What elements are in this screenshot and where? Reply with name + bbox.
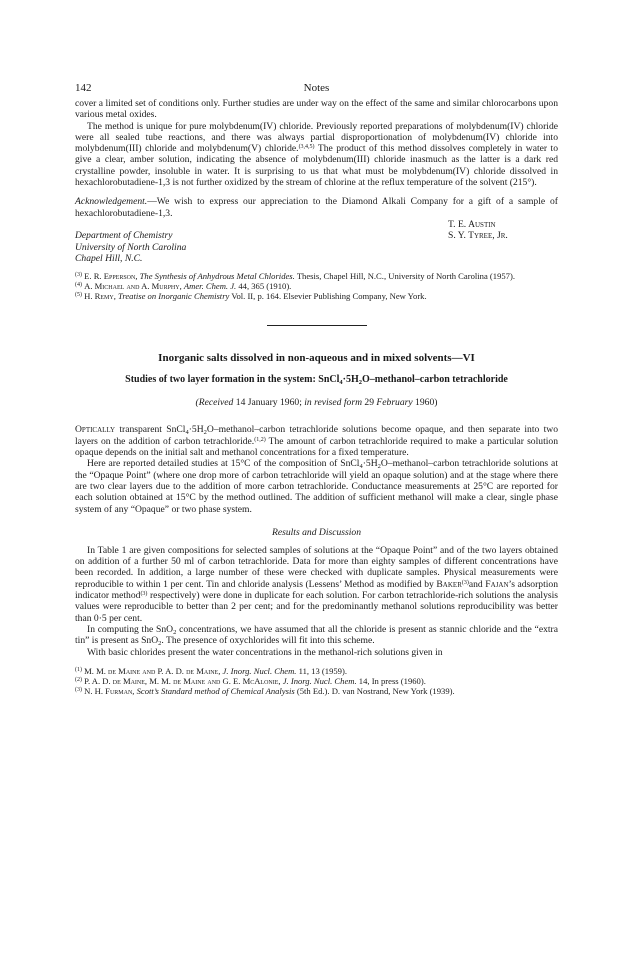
- reference-item: $^{(2)}$ P. A. D. de Maine, M. M. de Maine and G. E. McAlonie, J. Inorg. Nucl. Chem. 14, In press (1960).: [75, 675, 426, 686]
- affiliation-line: Chapel Hill, N.C.: [75, 252, 143, 264]
- reference-item: $^{(3)}$ E. R. Epperson, The Synthesis of Anhydrous Metal Chlorides. Thesis, Chapel Hill, N.C., University of North Carolina (1957).: [75, 271, 515, 282]
- section-divider: [267, 325, 367, 326]
- acknowledgement: Acknowledgement.—We wish to express our appreciation to the Diamond Alkali Company for a gift of a sample of hexachlorobutadiene-1,3.: [75, 196, 558, 219]
- body-paragraph: Here are reported detailed studies at 15°C of the composition of $SnCl_4\cdot 5H_2O-methanol$–carbon tetrachloride solutions at the “Opaque Point” (where one drop more of carbon tetrachloride will yield an opaque solution) and at the stage where there are two clear layers due to the addition of more carbon tetrachloride. Conductance measurements at 25°C are reported for each solution obtained at 15°C by the method outlined. The addition of sufficient methanol will make a clear, single phase system of any “Opaque” or two phase system.: [75, 458, 558, 515]
- citation: (3,4,5): [298, 144, 315, 151]
- reference-item: $^{(1)}$ M. M. de Maine and P. A. D. de Maine, J. Inorg. Nucl. Chem. 11, 13 (1959).: [75, 665, 347, 676]
- running-head: Notes: [303, 82, 330, 94]
- received-date: (Received 14 January 1960; in revised form 29 February 1960): [195, 397, 438, 409]
- author-name: S. Y. Tyree, Jr.: [448, 230, 508, 242]
- body-paragraph: With basic chlorides present the water concentrations in the methanol-rich solutions given in: [87, 646, 443, 658]
- page-header: [75, 82, 558, 98]
- notes-references: [75, 271, 558, 301]
- journal-page: [75, 82, 558, 696]
- intro-paragraph: Optically transparent $SnCl_4\cdot 5H_2O-methanol$–carbon tetrachloride solutions become opaque, and then separate into two layers on the addition of carbon tetrachloride.$^{(1,2)}$ The amount of carbon tetrachloride required to make a particular solution opaque depends on the initial salt and methanol concentrations for a fixed temperature.: [75, 424, 558, 459]
- affiliation-line: Department of Chemistry: [75, 230, 173, 242]
- article-title: Inorganic salts dissolved in non-aqueous and in mixed solvents—VI: [158, 352, 475, 365]
- body-paragraph: In computing the SnO$_2$ concentrations, we have assumed that all the chloride is present as stannic chloride and the “extra tin” is present as SnO$_2$. The presence of oxychlorides will fit into this scheme.: [75, 623, 558, 648]
- notes-paragraph-1: cover a limited set of conditions only. Further studies are under way on the effect of the same and similar chlorocarbons upon various metal oxides.: [75, 98, 558, 121]
- citation: (1,2): [254, 436, 266, 443]
- affiliation-line: University of North Carolina: [75, 241, 187, 253]
- page-number: 142: [75, 82, 92, 94]
- article-references: [75, 666, 558, 696]
- reference-item: $^{(5)}$ H. Remy, Treatise on Inorganic Chemistry Vol. II, p. 164. Elsevier Publishing Company, New York.: [75, 291, 427, 302]
- signature-row-1: [75, 219, 558, 230]
- reference-item: $^{(3)}$ N. H. Furman, Scott’s Standard method of Chemical Analysis (5th Ed.). D. van Nostrand, New York (1939).: [75, 685, 455, 696]
- signature-row-2: [75, 230, 558, 241]
- acknowledgement-label: Acknowledgement.: [75, 196, 148, 208]
- notes-paragraph-2: The method is unique for pure molybdenum(IV) chloride. Previously reported preparations of molybdenum(IV) chloride were all sealed tube reactions, and there was always partial disproportionation of molybdenum(IV) chloride into molybdenum(III) chloride and molybdenum(V) chloride.$^{(3,4,5)}$ The product of this method dissolves completely in water to give a clear, amber solution, indicating the absence of molybdenum(III) chloride inasmuch as the latter is a dark red crystalline powder, insoluble in water. It is surprising to us that what must be molybdenum(IV) chloride dissolved in hexachlorobutadiene-1,3 is not further oxidized by the stream of chlorine at the reflux temperature of the solvent (215°).: [75, 120, 558, 189]
- author-name: T. E. Austin: [448, 218, 496, 230]
- article-subtitle: Studies of two layer formation in the system: $SnCl_4\cdot 5H_2O-methanol$–carbon tetrachloride: [125, 374, 508, 387]
- section-heading: Results and Discussion: [271, 526, 361, 538]
- results-paragraph: In Table 1 are given compositions for selected samples of solutions at the “Opaque Point” and of the two layers obtained on addition of a further 50 ml of carbon tetrachloride. Data for more than eighty samples of different concentrations have been recorded. In addition, a large number of these were checked with duplicate samples. Physical measurements were reproducible to within 1 per cent. Tin and chloride analysis (Lessens’ Method as modified by Baker$^{(3)}$and Fajan’s adsorption indicator method$^{(3)}$ respectively) were done in duplicate for each solution. For carbon tetrachloride-rich solutions the analysis values were reproducible to better than 2 per cent; and for the predominantly methanol solutions reproducibility was better than 0·5 per cent.: [75, 544, 558, 624]
- reference-item: $^{(4)}$ A. Michael and A. Murphy, Amer. Chem. J. 44, 365 (1910).: [75, 281, 292, 292]
